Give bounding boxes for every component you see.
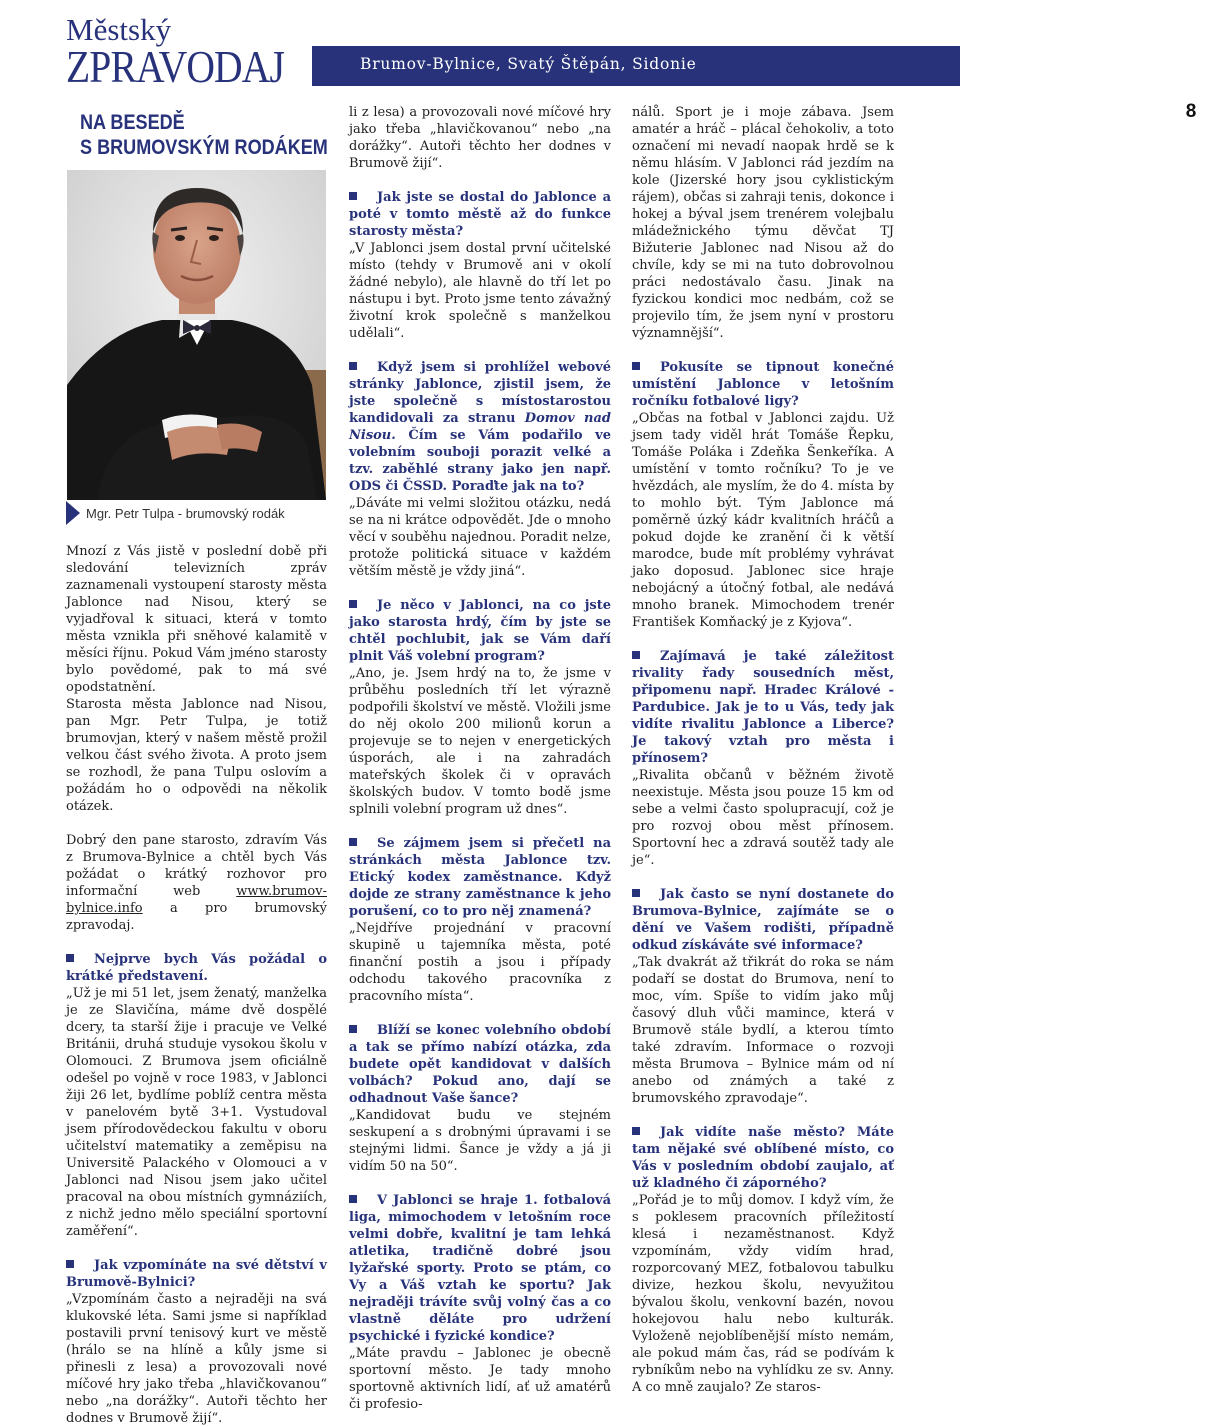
question-4	[349, 359, 611, 495]
question-1-text: Nejprve bych Vás požádal o krátké představení.	[66, 952, 327, 984]
square-bullet-icon	[349, 192, 357, 200]
question-3-text: Jak jste se dostal do Jablonce a poté v tomto městě až do funkce starosty města?	[349, 190, 611, 239]
square-bullet-icon	[349, 1025, 357, 1033]
photo-caption-row	[66, 500, 327, 526]
column-2	[349, 104, 611, 1413]
column-1	[66, 110, 328, 1426]
greeting-text-end: a pro brumovský zpravodaj.	[66, 901, 327, 933]
answer-1: „Už je mi 51 let, jsem ženatý, manželka je ze Slavičína, máme dvě dospělé dcery, ta starší žije i pracuje ve Velké Británii, druhá studuje vysokou školu v Olomouci. Z Brumova jsem oficiálně odešel po vojně v roce 1983, v Jablonci žiji 26 let, bydlíme poblíž centra města v panelovém bytě 3+1. Vystudoval jsem přírodovědeckou fakultu v oboru učitelství matematiky a zeměpisu na Universitě Palackého v Olomouci a v Jablonci nad Nisou jsem jako učitel pracoval na obou místních gymnáziích, z nichž jedno mělo speciální sportovní zaměření“.	[66, 986, 327, 1239]
answer-4: „Dáváte mi velmi složitou otázku, nedá se na ni krátce odpovědět. Jde o mnoho věcí v souběhu najednou. Poradit nelze, protože politická situace v každém větším městě je vždy jiná“.	[349, 496, 611, 579]
question-11	[632, 886, 894, 954]
masthead-top: Městský	[66, 12, 172, 47]
masthead-bottom: ZPRAVODAJ	[66, 42, 285, 92]
question-3	[349, 189, 611, 240]
square-bullet-icon	[632, 362, 640, 370]
masthead-logo	[66, 14, 306, 94]
square-bullet-icon	[349, 1195, 357, 1203]
answer-10: „Rivalita občanů v běžném životě neexistuje. Města jsou pouze 15 km od sebe a velmi často spolupracují, což je pro rozvoj obou měst přínosem. Sportovní hec a zdravá soutěž tady ale je“.	[632, 768, 894, 868]
square-bullet-icon	[349, 600, 357, 608]
question-9-text: Pokusíte se tipnout konečné umístění Jablonce v letošním ročníku fotbalové ligy?	[632, 360, 894, 409]
answer-7: „Kandidovat budu ve stejném seskupení a s drobnými úpravami i se stejnými lidmi. Šance je vždy a já ji vidím 50 na 50“.	[349, 1108, 611, 1174]
question-1	[66, 951, 327, 985]
header-bar	[312, 46, 1197, 122]
square-bullet-icon	[632, 889, 640, 897]
square-bullet-icon	[349, 362, 357, 370]
question-6	[349, 835, 611, 920]
question-12-text: Jak vidíte naše město? Máte tam nějaké své oblíbené místo, co Vás v posledním období zaujalo, ať už kladného či záporného?	[632, 1125, 894, 1191]
question-8-text: V Jablonci se hraje 1. fotbalová liga, mimochodem v letošním roce velmi dobře, kvalitní je tam lehká atletika, tradičně dobré jsou lyžařské sporty. Proto se ptám, co Vy a Váš vztah ke sportu? Jak nejraději trávíte svůj volný čas a co vlastně děláte pro udržení psychické i fyzické kondice?	[349, 1193, 611, 1344]
question-5-text: Je něco v Jablonci, na co jste jako starosta hrdý, čím by jste se chtěl pochlubit, jak se Vám daří plnit Váš volební program?	[349, 598, 611, 664]
answer-2: „Vzpomínám často a nejraději na svá klukovské léta. Sami jsme si například postavili první tenisový kurt ve městě (hrálo se na hlíně a kůly jsme si přinesli z lesa) a provozovali nové míčové hry jako třeba „hlavičkovanou“ nebo „na dorážky“. Autoři těchto her dodnes v Brumově žijí“.	[66, 1292, 327, 1426]
question-7-text: Blíží se konec volebního období a tak se přímo nabízí otázka, zda budete opět kandidovat v dalších volbách? Pokud ano, dají se odhadnout Vaše šance?	[349, 1023, 611, 1106]
question-4-text: Když jsem si prohlížel webové stránky Jablonce, zjistil jsem, že jste společně s místostarostou kandidovali za stranu	[349, 360, 611, 426]
triangle-marker-icon	[66, 501, 80, 525]
answer-8-continued: nálů. Sport je i moje zábava. Jsem amatér a hráč – plácal čehokoliv, a toto označení mi nevadí naopak hrdě se k němu hlásím. V Jablonci rád jezdím na kole (Jizerské hory jsou cyklistickým rájem), občas si zahraji tenis, dokonce i hokej a býval jsem trenérem volejbalu mládežnického týmu děvčat TJ Bižuterie Jablonec nad Nisou až do chvíle, kdy se mi na tuto dobrovolnou práci nedostávalo času. Jinak na fyzickou kondici moc nedbám, což se projevilo tím, že jsem nyní v prostoru významnější“.	[632, 105, 894, 341]
question-6-text: Se zájmem jsem si přečetl na stránkách města Jablonce tzv. Etický kodex zaměstnance. Když dojde ze strany zaměstnance k jeho porušení, co to pro něj znamená?	[349, 836, 611, 919]
column-3	[632, 104, 894, 1396]
question-8	[349, 1192, 611, 1345]
square-bullet-icon	[66, 954, 74, 962]
answer-2-continued: li z lesa) a provozovali nové míčové hry jako třeba „hlavičkovanou“ nebo „na dorážky“. Autoři těchto her dodnes v Brumově žijí“.	[349, 105, 611, 171]
photo-caption: Mgr. Petr Tulpa - brumovský rodák	[86, 505, 285, 521]
portrait-illustration	[67, 170, 326, 500]
question-2	[66, 1257, 327, 1291]
answer-12: „Pořád je to můj domov. I když vím, že s poklesem pracovních příležitostí klesá i nezaměstnanost. Když vzpomínám, vždy vidím hrad, rozporcovaný MEZ, fotbalovou tabulku divize, hezkou školu, nevyužitou bývalou školu, venkovní bazén, novou hokejovou halu nebo kulturák. Vyloženě nejoblíbenější místo nemám, ale pokud mám čas, rád se podívám k rybníkům nebo na vyhlídku ze sv. Anny. A co mně zaujalo? Ze staros-	[632, 1193, 894, 1395]
square-bullet-icon	[349, 838, 357, 846]
question-10-text: Zajímavá je také záležitost rivality řady sousedních měst, připomenu např. Hradec Králové - Pardubice. Jak je to u Vás, tedy jak vidíte rivalitu Jablonce a Liberce? Je takový vztah pro města i přínosem?	[632, 649, 894, 766]
question-11-text: Jak často se nyní dostanete do Brumova-Bylnice, zajímáte se o dění ve Vašem rodišti, případně odkud získáváte své informace?	[632, 887, 894, 953]
answer-5: „Ano, je. Jsem hrdý na to, že jsme v průběhu posledních tří let výrazně podpořili školství ve městě. Vložili jsme do něj okolo 200 milionů korun a projevuje se to nejen v energetických úsporách, ale i na zahradách mateřských školek či v opravách školských budov. V tomto bodě jsme splnili volební program už dnes“.	[349, 666, 611, 817]
page-number: 8	[1185, 101, 1197, 122]
article-title-line1: NA BESEDĚ	[80, 111, 185, 134]
header-towns: Brumov-Bylnice, Svatý Štěpán, Sidonie	[360, 55, 697, 73]
intro-paragraph-2: Starosta města Jablonce nad Nisou, pan Mgr. Petr Tulpa, je totiž brumovjan, který v našem městě prožil velkou část svého života. A proto jsem se rozhodl, že pana Tulpu oslovím a požádám ho o odpovědi na několik otázek.	[66, 697, 327, 814]
question-12	[632, 1124, 894, 1192]
answer-9: „Občas na fotbal v Jablonci zajdu. Už jsem tady viděl hrát Tomáše Řepku, Tomáše Poláka i Zdeňka Šenkeříka. A umístění v tomto ročníku? To je ve hvězdách, ale myslím, že do 4. místa by to mohlo být. Tým Jablonce má poměrně úzký kádr kvalitních hráčů a pokud dojde ke zranění či k větší marodce, bude mít problémy vyhrávat jako doposud. Jablonec sice hraje nebojácný a útočný fotbal, ale nedává mnoho branek. Mimochodem trenér František Komňacký je z Kyjova“.	[632, 411, 894, 630]
answer-3: „V Jablonci jsem dostal první učitelské místo (tehdy v Brumově ani v okolí žádné nebylo), ale hlavně do tří let po nástupu i byt. Proto jsme tento závažný životní krok společně s manželkou udělali“.	[349, 241, 611, 341]
question-5	[349, 597, 611, 665]
question-7	[349, 1022, 611, 1107]
square-bullet-icon	[632, 651, 640, 659]
square-bullet-icon	[66, 1260, 74, 1268]
page-number-box	[1165, 92, 1217, 132]
question-10	[632, 648, 894, 767]
greeting-paragraph	[66, 832, 327, 934]
portrait-photo	[67, 170, 326, 500]
intro-paragraph-1: Mnozí z Vás jistě v poslední době při sledování televizních zpráv zaznamenali vystoupení starosty města Jablonce nad Nisou, který se vyjadřoval k situaci, která v tomto města vznikla při sněhové kalamitě v měsíci říjnu. Pokud Vám jméno starosty bylo povědomé, pak to má své opodstatnění.	[66, 544, 327, 695]
square-bullet-icon	[632, 1127, 640, 1135]
answer-8: „Máte pravdu – Jablonec je obecně sportovní město. Je tady mnoho sportovně aktivních lidí, ať už amatérů či profesio-	[349, 1346, 611, 1412]
question-4-text-end: Čím se Vám podařilo ve volebním souboji porazit velké a tzv. zaběhlé strany jako jen např. ODS či ČSSD. Poraďte jak na to?	[349, 428, 611, 494]
answer-11: „Tak dvakrát až třikrát do roka se nám podaří se dostat do Brumova, není to moc, vím. Spíše to vidím jako můj časový dluh vůči mamince, která v Brumově stále bydlí, a kterou tímto také zdravím. Informace o rozvoji města Brumova – Bylnice mám od ní anebo od známých a také z brumovského zpravodaje“.	[632, 955, 894, 1106]
website-link[interactable]: www.brumov-bylnice.info	[66, 884, 327, 916]
question-2-text: Jak vzpomínáte na své dětství v Brumově-Bylnici?	[66, 1258, 327, 1290]
answer-6: „Nejdříve projednání v pracovní skupině u tajemníka města, poté finanční postih a jsou i případy odchodu takového pracovníka z pracovního místa“.	[349, 921, 611, 1004]
question-4-party: Domov nad Nisou.	[349, 411, 612, 443]
article-title-line2: S BRUMOVSKÝM RODÁKEM	[80, 136, 328, 159]
greeting-text: Dobrý den pane starosto, zdravím Vás z Brumova-Bylnice a chtěl bych Vás požádat o krátký rozhovor pro informační web	[66, 833, 327, 899]
question-9	[632, 359, 894, 410]
